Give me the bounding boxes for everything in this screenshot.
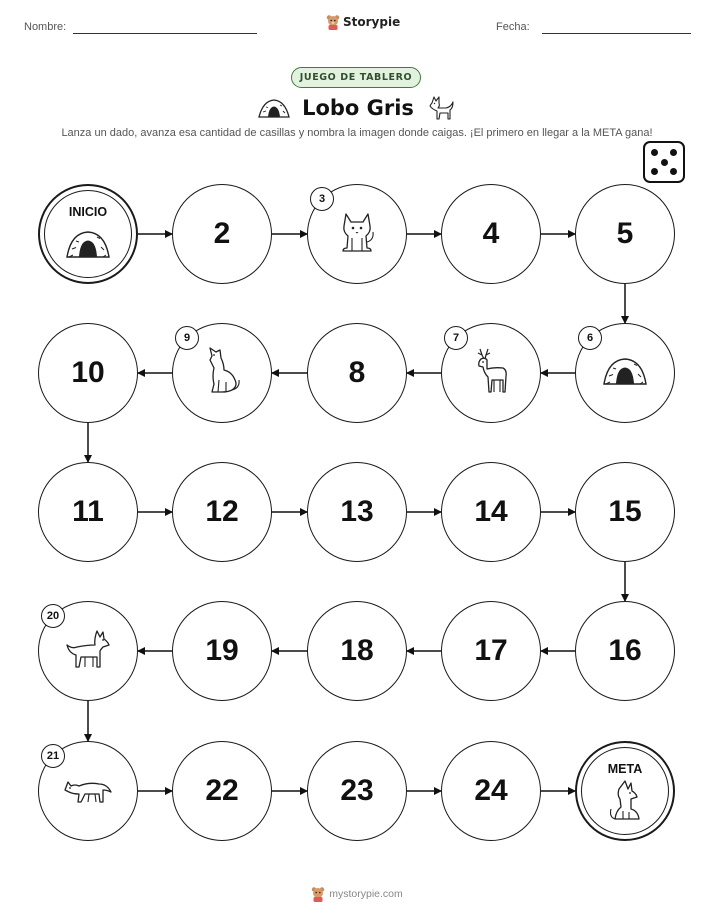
prowling-wolf-icon	[61, 772, 115, 810]
board-space-2	[172, 184, 272, 284]
space-number-tag: 9	[175, 326, 199, 350]
space-number-tag: 6	[578, 326, 602, 350]
space-number: 10	[71, 356, 105, 389]
board-space-14	[441, 462, 541, 562]
board-space-13	[307, 462, 407, 562]
bear-mascot-icon	[311, 886, 325, 902]
board-space-4	[441, 184, 541, 284]
space-number: 14	[474, 495, 508, 528]
space-number: 18	[340, 634, 374, 667]
title-text: Lobo Gris	[302, 96, 414, 120]
start-space	[38, 184, 138, 284]
space-number: 15	[608, 495, 642, 528]
board-space-7	[441, 323, 541, 423]
space-number: 19	[205, 634, 239, 667]
board-space-20	[38, 601, 138, 701]
board-space-3	[307, 184, 407, 284]
space-number-tag: 7	[444, 326, 468, 350]
standing-wolf-icon	[63, 627, 113, 675]
space-number: 16	[608, 634, 642, 667]
wolf-pup-icon	[337, 210, 377, 258]
board-space-19	[172, 601, 272, 701]
space-number: 23	[340, 774, 374, 807]
space-number: 12	[205, 495, 239, 528]
howling-wolf-icon	[202, 346, 242, 400]
space-number-tag: 3	[310, 187, 334, 211]
board-space-17	[441, 601, 541, 701]
space-number: 4	[482, 217, 500, 250]
deer-icon	[470, 347, 512, 399]
board-space-16	[575, 601, 675, 701]
space-number: 2	[213, 217, 231, 250]
space-number: 13	[340, 495, 374, 528]
brand-name: Storypie	[343, 15, 401, 29]
board-space-22	[172, 741, 272, 841]
finish-space	[575, 741, 675, 841]
date-label: Fecha:	[496, 21, 530, 33]
space-number: 8	[348, 356, 366, 389]
space-number: 24	[474, 774, 508, 807]
board-space-18	[307, 601, 407, 701]
board-space-21	[38, 741, 138, 841]
space-number: 5	[616, 217, 634, 250]
board-space-12	[172, 462, 272, 562]
game-type-badge: JUEGO DE TABLERO	[291, 67, 421, 88]
board-space-6	[575, 323, 675, 423]
board-space-10	[38, 323, 138, 423]
name-label: Nombre:	[24, 21, 67, 33]
board-space-5	[575, 184, 675, 284]
board-space-24	[441, 741, 541, 841]
board-space-8	[307, 323, 407, 423]
instructions: Lanza un dado, avanza esa cantidad de casillas y nombra la imagen donde caigas. ¡El primero en llegar a la META gana!	[61, 127, 653, 139]
footer-url: mystorypie.com	[329, 888, 403, 900]
cave-icon	[65, 229, 111, 263]
footer	[0, 886, 714, 902]
board-space-23	[307, 741, 407, 841]
start-label: INICIO	[68, 205, 108, 219]
board-space-9	[172, 323, 272, 423]
sitting-wolf-icon	[605, 779, 645, 827]
space-number: 22	[205, 774, 239, 807]
space-number: 17	[474, 634, 508, 667]
board-space-15	[575, 462, 675, 562]
space-number-tag: 21	[41, 744, 65, 768]
space-number: 11	[72, 495, 104, 528]
board-space-11	[38, 462, 138, 562]
finish-label: META	[607, 762, 643, 776]
space-number-tag: 20	[41, 604, 65, 628]
cave-icon	[602, 356, 648, 390]
